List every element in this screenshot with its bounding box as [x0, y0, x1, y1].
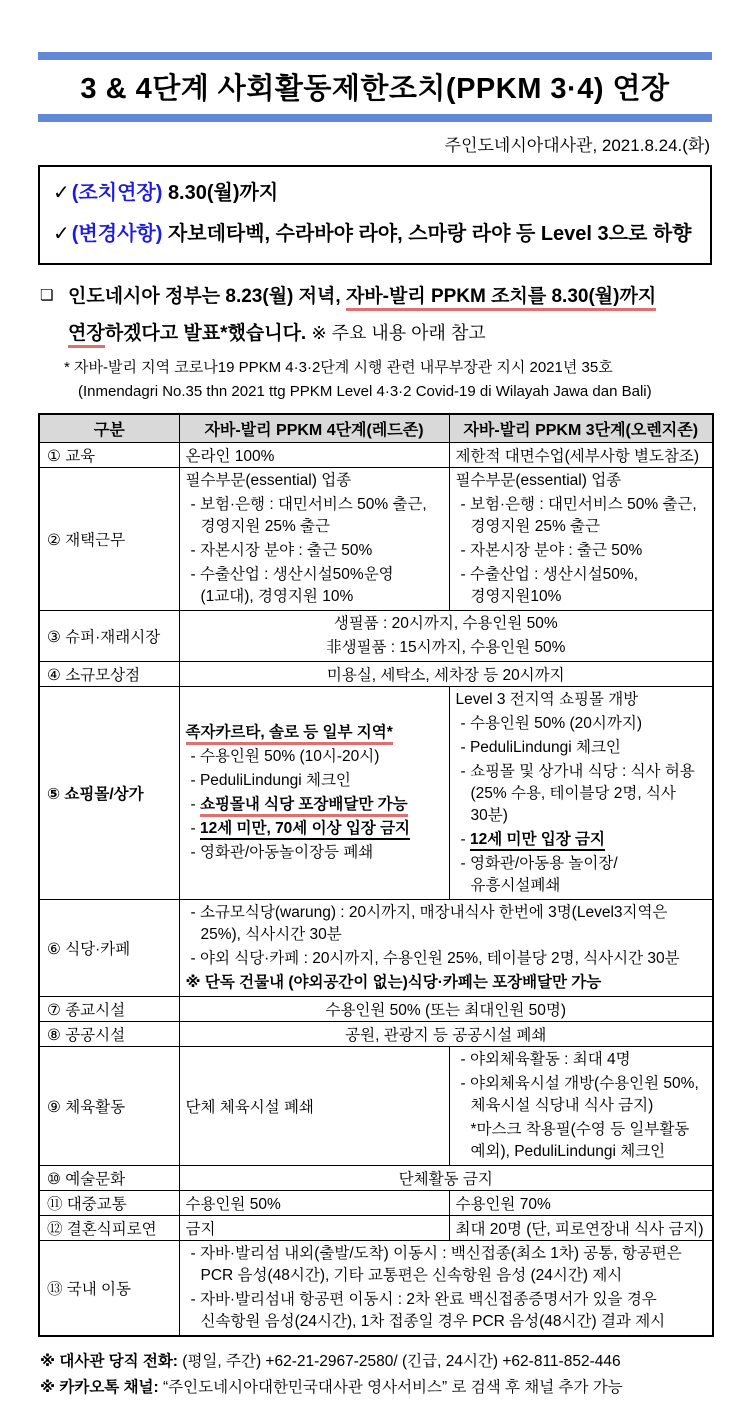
cell-ppkm4: [179, 468, 449, 611]
check-icon: ✓: [53, 182, 70, 204]
cell-line: - 자바·발리섬 내외(출발/도착) 이동시 : 백신접종(최소 1차) 공통, 항공편은 PCR 음성(48시간), 기타 교통편은 신속항원 음성 (24시간) 제시: [190, 1245, 682, 1285]
issuer-date-line: 주인도네시아대사관, 2021.8.24.(화): [444, 136, 710, 155]
check-icon: ✓: [53, 223, 70, 245]
cell-ppkm4: 온라인 100%: [179, 443, 449, 468]
dash: -: [190, 820, 196, 838]
cell-merged: [179, 611, 713, 662]
footnote-line-2: (Inmendagri No.35 thn 2021 ttg PPKM Level 4·3·2 Covid-19 di Wilayah Jawa dan Bali): [78, 383, 652, 401]
cell-line: 생필품 : 20시까지, 수용인원 50%: [333, 615, 558, 633]
cell-line: 필수부문(essential) 업종: [455, 472, 622, 490]
footer-phone-text: (평일, 주간) +62-21-2967-2580/ (긴급, 24시간) +62-811-852-446: [182, 1353, 621, 1371]
summary-text: 자보데타벡, 수라바야 라야, 스마랑 라야 등 Level 3으로 하향: [167, 223, 692, 245]
announcement-pre: 인도네시아 정부는 8.23(월) 저녁,: [68, 286, 346, 307]
row-label: ④ 소규모상점: [39, 662, 179, 687]
table-row-arts-culture: [39, 1166, 713, 1191]
col-header-category: 구분: [39, 414, 179, 443]
title-rule-top: [38, 52, 712, 60]
row-label: ⑬ 국내 이동: [39, 1241, 179, 1337]
announcement-note: ※ 주요 내용 아래 참고: [311, 323, 486, 344]
footer-phone-label: ※ 대사관 당직 전화:: [40, 1353, 178, 1371]
cell-ppkm4: [179, 687, 449, 900]
cell-merged: 공원, 관광지 등 공공시설 폐쇄: [179, 1022, 713, 1047]
cell-line: *마스크 착용필(수영 등 일부활동 예외), PeduliLindungi 체크인: [470, 1121, 690, 1161]
dash: -: [190, 796, 196, 814]
cell-ppkm3: 최대 20명 (단, 피로연장내 식사 금지): [449, 1216, 713, 1241]
row-label: ⑪ 대중교통: [39, 1191, 179, 1216]
footer-kakao-line: [40, 1375, 712, 1401]
summary-label: (조치연장): [71, 182, 163, 204]
table-row-restaurant-cafe: [39, 900, 713, 997]
cell-line-emphasis: 족자카르타, 솔로 등 일부 지역*: [186, 724, 393, 745]
cell-ppkm3: [449, 1047, 713, 1166]
table-row-wedding-reception: [39, 1216, 713, 1241]
table-row-supermarket: [39, 611, 713, 662]
cell-ppkm4: 금지: [179, 1216, 449, 1241]
page-title: 3 & 4단계 사회활동제한조치(PPKM 3·4) 연장: [80, 73, 670, 105]
announcement-text: [68, 278, 712, 352]
cell-line: - 자본시장 분야 : 출근 50%: [190, 542, 373, 560]
cell-line: - 영화관/아동용 놀이장/유흥시설폐쇄: [460, 855, 618, 895]
footnote: [38, 356, 712, 404]
cell-line-emphasis: 12세 미만 입장 금지: [470, 831, 605, 851]
table-row-public-facilities: [39, 1022, 713, 1047]
cell-line: - 소규모식당(warung) : 20시까지, 매장내식사 한번에 3명(Level3지역은 25%), 식사시간 30분: [190, 904, 668, 944]
table-row-education: [39, 443, 713, 468]
footer-phone-line: [40, 1349, 712, 1375]
cell-line: 非생필품 : 15시까지, 수용인원 50%: [326, 639, 566, 657]
summary-text: 8.30(월)까지: [167, 182, 279, 204]
cell-merged: 단체활동 금지: [179, 1166, 713, 1191]
summary-label: (변경사항): [71, 223, 163, 245]
cell-merged: 수용인원 50% (또는 최대인원 50명): [179, 997, 713, 1022]
cell-line-emphasis: 12세 미만, 70세 이상 입장 금지: [200, 820, 410, 840]
page-footer: [38, 1349, 712, 1402]
cell-merged: 미용실, 세탁소, 세차장 등 20시까지: [179, 662, 713, 687]
cell-line: - 수출산업 : 생산시설50%운영(1교대), 경영지원 10%: [190, 566, 394, 606]
cell-line: - 야외체육시설 개방(수용인원 50%, 체육시설 식당내 식사 금지): [460, 1075, 699, 1115]
cell-line: - 야외 식당·카페 : 20시까지, 수용인원 25%, 테이블당 2명, 식사시간 30분: [190, 950, 680, 968]
cell-line: Level 3 전지역 쇼핑몰 개방: [455, 691, 639, 709]
row-label: ② 재택근무: [39, 468, 179, 611]
cell-merged: [179, 1241, 713, 1337]
row-label: ⑦ 종교시설: [39, 997, 179, 1022]
row-label: ③ 슈퍼·재래시장: [39, 611, 179, 662]
row-label: ⑫ 결혼식피로연: [39, 1216, 179, 1241]
cell-line: - 자본시장 분야 : 출근 50%: [460, 542, 643, 560]
announcement-underlined-1: 자바-발리 PPKM 조치를 8.30(월): [346, 286, 620, 311]
summary-item-changes: [53, 214, 697, 255]
cell-line: - 보험·은행 : 대민서비스 50% 출근, 경영지원 25% 출근: [460, 496, 697, 536]
table-row-public-transport: [39, 1191, 713, 1216]
cell-line: 필수부문(essential) 업종: [185, 472, 352, 490]
summary-item-extension: [53, 173, 697, 214]
cell-ppkm4: 수용인원 50%: [179, 1191, 449, 1216]
cell-ppkm4: 단체 체육시설 폐쇄: [179, 1047, 449, 1166]
row-label: ⑩ 예술문화: [39, 1166, 179, 1191]
footer-kakao-text: “주인도네시아대한민국대사관 영사서비스” 로 검색 후 채널 추가 가능: [163, 1379, 623, 1397]
table-header-row: [39, 414, 713, 443]
cell-line: - 수용인원 50% (20시까지): [460, 715, 642, 733]
col-header-ppkm3: 자바-발리 PPKM 3단계(오렌지존): [449, 414, 713, 443]
dash: -: [460, 831, 466, 849]
cell-ppkm3: [449, 687, 713, 900]
table-row-remote-work: [39, 468, 713, 611]
cell-ppkm3: 수용인원 70%: [449, 1191, 713, 1216]
square-bullet-icon: ❏: [40, 287, 54, 304]
restrictions-table: [38, 413, 714, 1337]
cell-line: - 영화관/아동놀이장등 폐쇄: [190, 844, 374, 862]
cell-line: - 수용인원 50% (10시-20시): [190, 748, 380, 766]
table-row-shopping-mall: [39, 687, 713, 900]
cell-merged: [179, 900, 713, 997]
table-row-sports: [39, 1047, 713, 1166]
cell-ppkm3: [449, 468, 713, 611]
cell-line: - PeduliLindungi 체크인: [190, 772, 351, 790]
announcement-underlined-2: 까지 연장: [68, 286, 656, 348]
cell-line-emphasis: 쇼핑몰내 식당 포장배달만 가능: [200, 796, 408, 817]
cell-line: - 보험·은행 : 대민서비스 50% 출근, 경영지원 25% 출근: [190, 496, 427, 536]
cell-line: - 자바·발리섬내 항공편 이동시 : 2차 완료 백신접종증명서가 있을 경우 신속항원 음성(24시간), 1차 접종일 경우 PCR 음성(48시간) 결과 제시: [190, 1291, 666, 1331]
cell-ppkm3: 제한적 대면수업(세부사항 별도참조): [449, 443, 713, 468]
cell-line: - PeduliLindungi 체크인: [460, 739, 621, 757]
cell-line: - 야외체육활동 : 최대 4명: [460, 1051, 631, 1069]
col-header-ppkm4: 자바-발리 PPKM 4단계(레드존): [179, 414, 449, 443]
announcement-paragraph: [40, 278, 712, 352]
row-label: ⑥ 식당·카페: [39, 900, 179, 997]
table-row-small-shops: [39, 662, 713, 687]
row-label: ① 교육: [39, 443, 179, 468]
title-rule-bottom: [38, 114, 712, 122]
row-label: ⑤ 쇼핑몰/상가: [39, 687, 179, 900]
announcement-rest: 하겠다고 발표*했습니다.: [104, 323, 312, 345]
cell-line: - 수출산업 : 생산시설50%, 경영지원10%: [460, 566, 639, 606]
footer-kakao-label: ※ 카카오톡 채널:: [40, 1379, 159, 1397]
table-row-domestic-travel: [39, 1241, 713, 1337]
footnote-line-1: * 자바-발리 지역 코로나19 PPKM 4·3·2단계 시행 관련 내무부장관 지시 2021년 35호: [64, 359, 613, 377]
cell-line: - 쇼핑몰 및 상가내 식당 : 식사 허용 (25% 수용, 테이블당 2명, 식사 30분): [460, 763, 695, 825]
row-label: ⑨ 체육활동: [39, 1047, 179, 1166]
table-row-religious-facilities: [39, 997, 713, 1022]
summary-box: [38, 165, 712, 265]
cell-line-emphasis: ※ 단독 건물내 (야외공간이 없는)식당·카페는 포장배달만 가능: [185, 974, 602, 992]
row-label: ⑧ 공공시설: [39, 1022, 179, 1047]
